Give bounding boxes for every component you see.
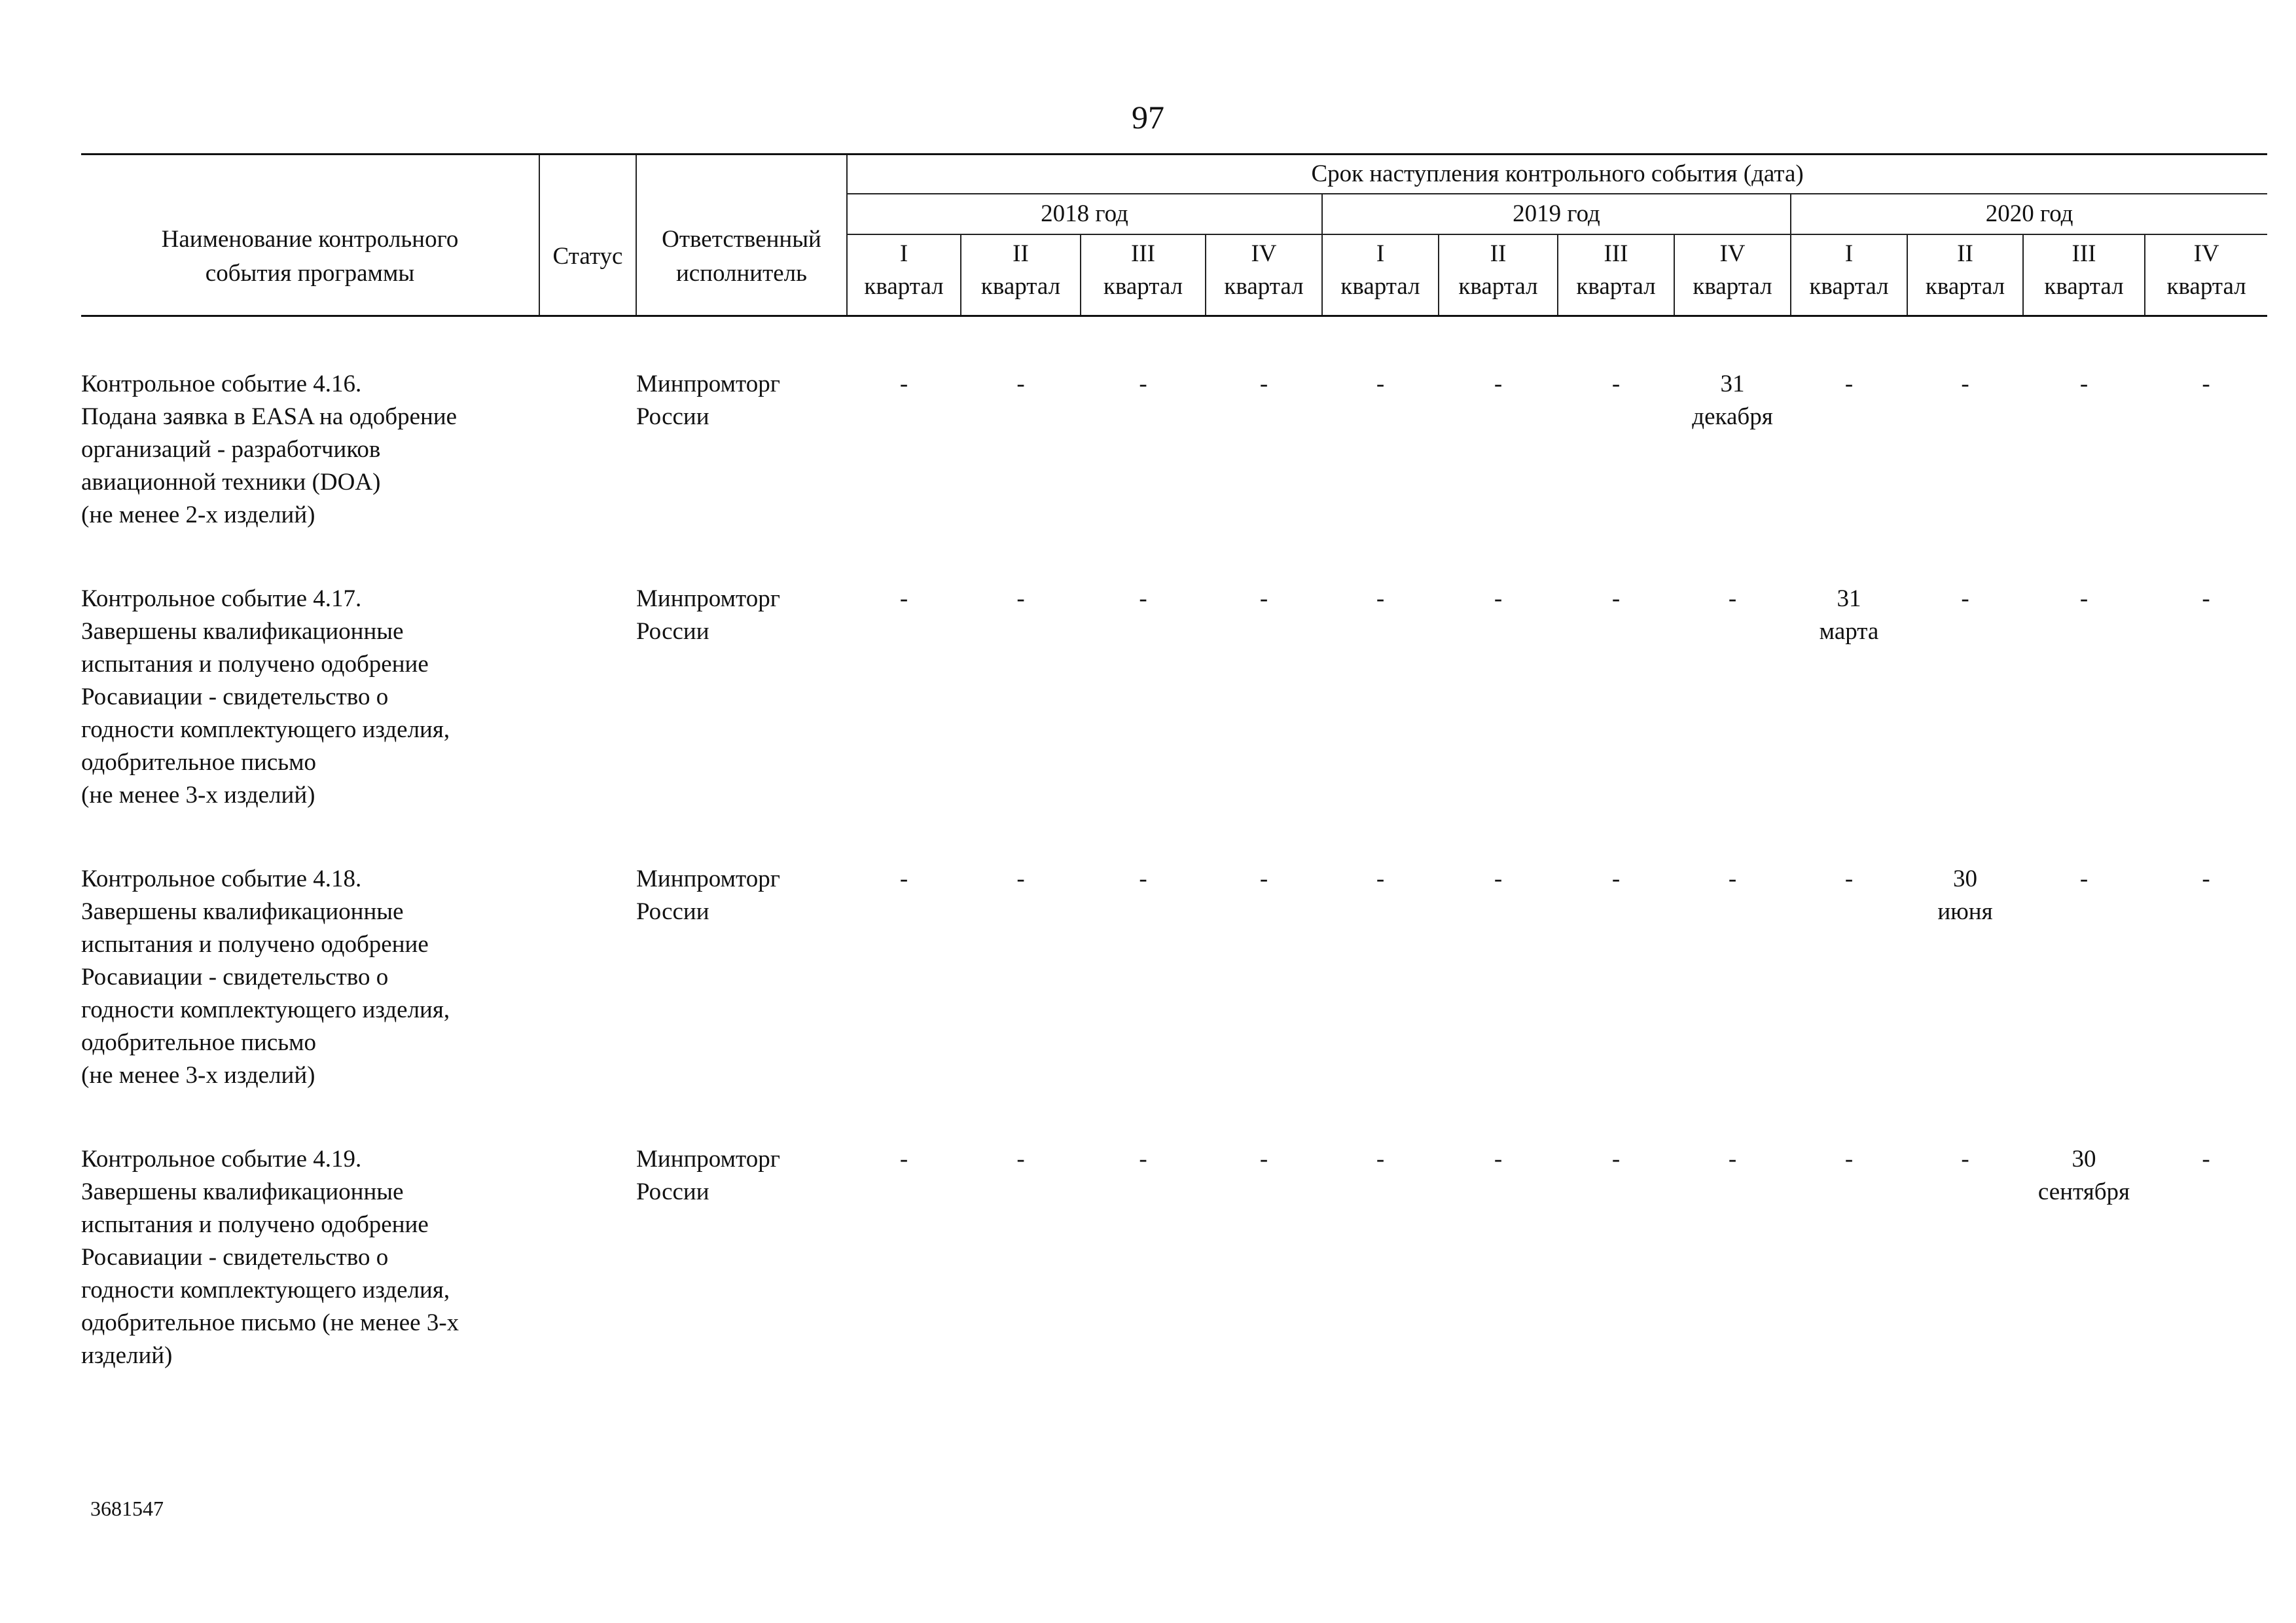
quarter-number: IV [1251,240,1277,267]
event-date: 30 июня [1937,866,1993,925]
table-row [81,583,2267,812]
event-date: 30 сентября [2037,1146,2130,1205]
event-date: - [1961,1146,1969,1173]
event-date: - [1494,585,1503,612]
header-quarter [847,234,961,316]
quarter-number: I [899,240,908,267]
event-date: - [2202,585,2210,612]
event-date: - [1728,866,1737,892]
header-quarter [1206,234,1322,316]
quarter-number: III [1604,240,1628,267]
quarter-number: II [1490,240,1507,267]
page-number: 97 [1132,99,1164,136]
event-date: - [1611,1146,1621,1173]
header-quarter [1558,234,1674,316]
quarter-label: квартал [1340,273,1420,300]
event-date: 31 марта [1819,585,1879,645]
header-quarter [2023,234,2145,316]
quarter-number: III [2072,240,2096,267]
event-date: - [2202,866,2210,892]
quarter-label: квартал [864,273,944,300]
event-date: - [1259,371,1268,397]
event-date: - [1844,371,1854,397]
quarter-number: II [1957,240,1973,267]
header-event-name: Наименование контрольного события программы [81,155,539,316]
event-date: - [1844,1146,1854,1173]
event-executor: Минпромторг России [636,866,780,925]
event-name: Контрольное событие 4.17. Завершены квалификационные испытания и получено одобрение Росавиации - свидетельство о годности комплектующего изделия, одобрительное письмо (не менее 3-х изделий) [81,585,450,809]
event-date: - [1259,585,1268,612]
event-date: - [1139,1146,1147,1173]
event-date: - [1376,371,1385,397]
event-date: - [2079,585,2089,612]
quarter-label: квартал [1103,273,1183,300]
event-date: - [1728,1146,1737,1173]
event-executor: Минпромторг России [636,371,780,430]
event-status [539,1143,636,1372]
event-date: - [1611,585,1621,612]
event-date: - [1961,371,1969,397]
event-executor: Минпромторг России [636,1146,780,1205]
quarter-label: квартал [1224,273,1304,300]
quarter-label: квартал [1693,273,1772,300]
header-year-2: 2020 год [1791,194,2267,234]
event-name: Контрольное событие 4.18. Завершены квалификационные испытания и получено одобрение Росавиации - свидетельство о годности комплектующего изделия, одобрительное письмо (не менее 3-х изделий) [81,866,450,1089]
quarter-label: квартал [980,273,1061,300]
table-row [81,863,2267,1092]
event-date: - [1494,866,1503,892]
quarter-label: квартал [2044,273,2124,300]
quarter-label: квартал [1576,273,1656,300]
event-date: - [1259,1146,1268,1173]
document-id: 3681547 [90,1497,164,1520]
header-executor: Ответственный исполнитель [636,155,847,316]
quarter-number: IV [1719,240,1746,267]
event-date: - [1961,585,1969,612]
event-date: - [899,371,908,397]
event-date: - [1016,866,1025,892]
header-quarter [1439,234,1558,316]
event-date: - [1611,371,1621,397]
header-quarter [1322,234,1439,316]
control-events-table [81,153,2267,1372]
event-date: - [1139,866,1147,892]
table-row [81,368,2267,532]
quarter-label: квартал [1809,273,1889,300]
event-date: - [1259,866,1268,892]
table-row [81,1143,2267,1372]
event-date: 31 декабря [1692,371,1773,430]
event-name: Контрольное событие 4.16. Подана заявка в EASA на одобрение организаций - разработчиков авиационной техники (DOA) (не менее 2-х изделий) [81,371,457,528]
event-date: - [1376,585,1385,612]
event-executor: Минпромторг России [636,585,780,645]
quarter-number: I [1376,240,1385,267]
event-date: - [1016,1146,1025,1173]
event-date: - [1139,371,1147,397]
quarter-number: I [1844,240,1854,267]
header-quarter [1791,234,1907,316]
quarter-number: III [1131,240,1155,267]
header-status: Статус [539,155,636,316]
event-date: - [899,1146,908,1173]
event-date: - [2079,866,2089,892]
header-quarter [1081,234,1206,316]
event-status [539,863,636,1092]
event-date: - [2202,1146,2210,1173]
quarter-label: квартал [1458,273,1538,300]
event-date: - [2079,371,2089,397]
header-quarter [961,234,1081,316]
event-date: - [1844,866,1854,892]
event-date: - [899,866,908,892]
header-deadline: Срок наступления контрольного события (дата) [847,155,2267,194]
event-date: - [1139,585,1147,612]
event-date: - [1376,1146,1385,1173]
quarter-number: II [1013,240,1029,267]
event-date: - [1611,866,1621,892]
event-status [539,583,636,812]
header-quarter [2145,234,2267,316]
event-status [539,368,636,532]
header-year-0: 2018 год [847,194,1322,234]
event-date: - [899,585,908,612]
event-name: Контрольное событие 4.19. Завершены квалификационные испытания и получено одобрение Росавиации - свидетельство о годности комплектующего изделия, одобрительное письмо (не менее 3-х изделий) [81,1146,459,1369]
event-date: - [1016,371,1025,397]
event-date: - [1376,866,1385,892]
header-year-1: 2019 год [1322,194,1791,234]
header-quarter [1907,234,2023,316]
quarter-label: квартал [1925,273,2005,300]
header-quarter [1674,234,1791,316]
quarter-number: IV [2193,240,2219,267]
event-date: - [1494,1146,1503,1173]
event-date: - [1494,371,1503,397]
event-date: - [1728,585,1737,612]
event-date: - [2202,371,2210,397]
event-date: - [1016,585,1025,612]
quarter-label: квартал [2166,273,2246,300]
